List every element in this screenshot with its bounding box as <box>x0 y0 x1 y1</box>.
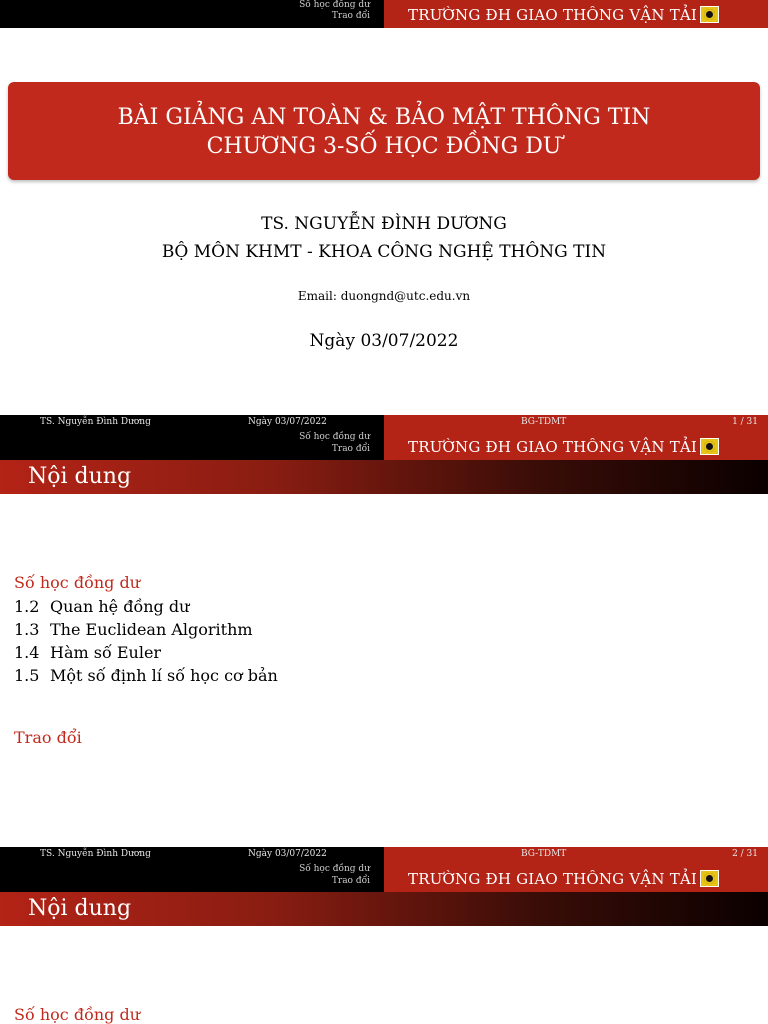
school-name: TRƯỜNG ĐH GIAO THÔNG VẬN TẢI <box>408 438 719 456</box>
author-affiliation: BỘ MÔN KHMT - KHOA CÔNG NGHỆ THÔNG TIN <box>161 242 607 262</box>
slide2-footer-left <box>0 847 384 863</box>
frame-title: Nội dung <box>28 464 132 489</box>
slide2-header-left <box>0 431 384 460</box>
toc-section-so-hoc-dong-du[interactable]: Số học đồng dư <box>14 1005 141 1024</box>
presentation-date: Ngày 03/07/2022 <box>309 331 459 351</box>
slide2-header-right <box>384 431 768 460</box>
frame-title: Nội dung <box>28 896 132 921</box>
header-section-link[interactable]: Số học đồng dư <box>299 432 370 442</box>
slide1-header-right <box>384 0 768 28</box>
toc-item[interactable]: 1.5 Một số định lí số học cơ bản <box>14 666 278 685</box>
slide1-header-left <box>0 0 384 28</box>
footer-date: Ngày 03/07/2022 <box>248 417 327 427</box>
header-subsection-link[interactable]: Trao đổi <box>331 444 370 454</box>
author-name: TS. NGUYỄN ĐÌNH DƯƠNG <box>261 214 507 234</box>
footer-code: BG-TDMT <box>521 417 567 427</box>
footer-page-number: 2 / 31 <box>732 849 758 859</box>
footer-code: BG-TDMT <box>521 849 567 859</box>
slide1-footer-left <box>0 415 384 431</box>
header-subsection-link[interactable]: Trao đổi <box>331 876 370 886</box>
footer-date: Ngày 03/07/2022 <box>248 849 327 859</box>
slide-title-block <box>8 82 760 180</box>
footer-author: TS. Nguyễn Đình Dương <box>40 417 151 427</box>
header-subsection-link[interactable]: Trao đổi <box>331 11 370 21</box>
toc-item[interactable]: 1.3 The Euclidean Algorithm <box>14 620 253 639</box>
school-logo-icon <box>700 438 719 455</box>
slide1-footer-right <box>384 415 768 431</box>
school-logo-icon <box>700 6 719 23</box>
toc-item[interactable]: 1.4 Hàm số Euler <box>14 643 162 662</box>
school-name: TRƯỜNG ĐH GIAO THÔNG VẬN TẢI <box>408 870 719 888</box>
toc-item[interactable]: 1.2 Quan hệ đồng dư <box>14 597 190 616</box>
title-line-1: BÀI GIẢNG AN TOÀN & BẢO MẬT THÔNG TIN <box>117 105 651 130</box>
header-section-link[interactable]: Số học đồng dư <box>299 0 370 10</box>
toc-section-trao-doi[interactable]: Trao đổi <box>14 728 82 747</box>
slide3-header-right <box>384 863 768 892</box>
frame-title-bar <box>0 892 768 926</box>
footer-author: TS. Nguyễn Đình Dương <box>40 849 151 859</box>
school-name: TRƯỜNG ĐH GIAO THÔNG VẬN TẢI <box>408 6 719 24</box>
author-email: Email: duongnd@utc.edu.vn <box>297 289 471 303</box>
slide3-header-left <box>0 863 384 892</box>
toc-section-so-hoc-dong-du[interactable]: Số học đồng dư <box>14 573 141 592</box>
slide2-footer-right <box>384 847 768 863</box>
title-line-2: CHƯƠNG 3-SỐ HỌC ĐỒNG DƯ <box>206 134 562 159</box>
footer-page-number: 1 / 31 <box>732 417 758 427</box>
header-section-link[interactable]: Số học đồng dư <box>299 864 370 874</box>
school-logo-icon <box>700 870 719 887</box>
frame-title-bar <box>0 460 768 494</box>
